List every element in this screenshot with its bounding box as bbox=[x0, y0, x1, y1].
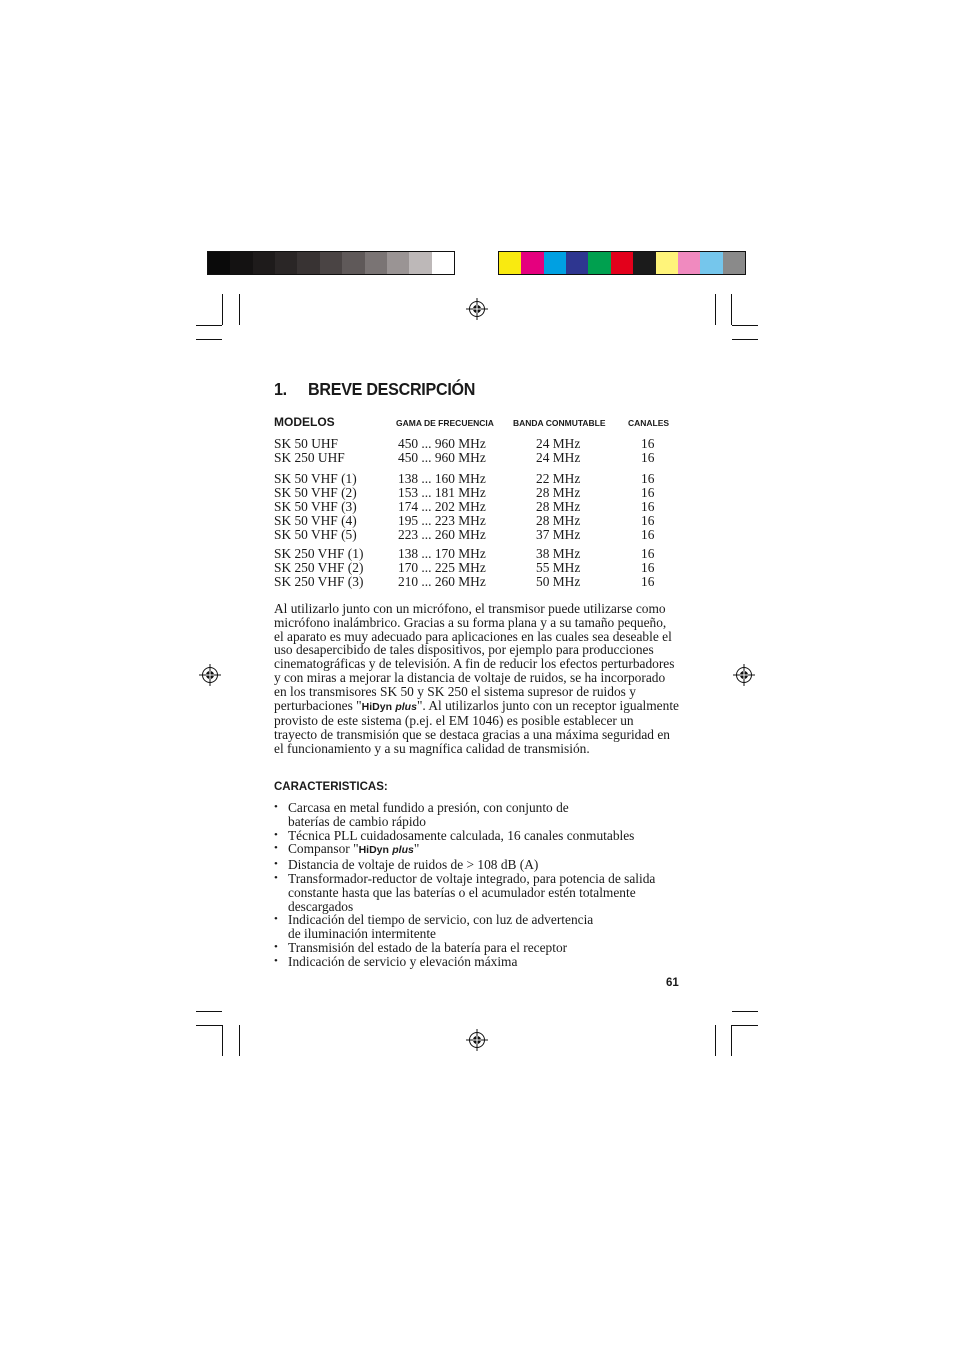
channels-cell: 16 bbox=[641, 560, 655, 575]
model-cell: SK 250 VHF (2) bbox=[274, 560, 364, 575]
crop-mark bbox=[196, 325, 222, 326]
list-item bbox=[274, 955, 694, 969]
list-item-line: • Distancia de voltaje de ruidos de > 108 dB (A) bbox=[288, 857, 539, 873]
channels-cell: 16 bbox=[641, 513, 655, 528]
model-cell: SK 50 UHF bbox=[274, 436, 338, 451]
models-column-header: MODELOS bbox=[274, 415, 335, 429]
list-item bbox=[274, 801, 694, 829]
compander-prefix: Compansor " bbox=[288, 841, 359, 857]
channels-cell: 16 bbox=[641, 527, 655, 542]
paragraph-line: y con miras a mejorar la distancia de voltaje de ruidos, se ha incorporado bbox=[274, 669, 666, 685]
color-swatch bbox=[499, 252, 521, 274]
crop-mark bbox=[732, 325, 758, 326]
frequency-cell: 138 ... 160 MHz bbox=[398, 471, 486, 486]
crop-mark bbox=[731, 294, 732, 325]
frequency-cell: 450 ... 960 MHz bbox=[398, 436, 486, 451]
channels-column-header: CANALES bbox=[628, 418, 670, 428]
list-item-line: descargados bbox=[288, 898, 354, 914]
paragraph-line: en los transmisores SK 50 y SK 250 el sistema supresor de ruidos y bbox=[274, 683, 636, 699]
band-column-header: BANDA CONMUTABLE bbox=[513, 418, 606, 428]
band-cell: 50 MHz bbox=[536, 574, 581, 589]
crop-mark bbox=[732, 1025, 758, 1026]
band-cell: 28 MHz bbox=[536, 485, 581, 500]
color-swatch bbox=[409, 252, 431, 274]
color-swatch bbox=[566, 252, 588, 274]
color-swatch bbox=[297, 252, 319, 274]
color-swatch bbox=[432, 252, 454, 274]
features-heading: CARACTERISTICAS: bbox=[274, 781, 388, 793]
list-item-line: • Transmisión del estado de la batería para el receptor bbox=[288, 939, 568, 955]
color-swatch bbox=[275, 252, 297, 274]
frequency-cell: 223 ... 260 MHz bbox=[398, 527, 486, 542]
frequency-cell: 210 ... 260 MHz bbox=[398, 574, 486, 589]
features-list bbox=[274, 801, 694, 969]
list-item bbox=[274, 913, 694, 941]
brand-hidyn: HiDyn bbox=[361, 700, 392, 713]
list-item bbox=[274, 872, 694, 913]
color-swatch bbox=[230, 252, 252, 274]
crop-mark bbox=[222, 294, 223, 325]
list-item-line: • Técnica PLL cuidadosamente calculada, 16 canales conmutables bbox=[288, 827, 635, 843]
list-item-line bbox=[288, 842, 694, 858]
color-swatch bbox=[588, 252, 610, 274]
frequency-cell: 170 ... 225 MHz bbox=[398, 560, 486, 575]
color-swatch bbox=[700, 252, 722, 274]
list-item-line: • Indicación del tiempo de servicio, con luz de advertencia bbox=[288, 912, 594, 928]
section-title bbox=[274, 379, 475, 400]
color-swatch bbox=[521, 252, 543, 274]
crop-mark bbox=[715, 1025, 716, 1056]
band-cell: 24 MHz bbox=[536, 436, 581, 451]
model-cell: SK 50 VHF (4) bbox=[274, 513, 357, 528]
model-cell: SK 250 VHF (1) bbox=[274, 546, 364, 561]
channels-cell: 16 bbox=[641, 485, 655, 500]
color-swatch bbox=[320, 252, 342, 274]
color-swatch bbox=[365, 252, 387, 274]
brand-hidyn: HiDyn bbox=[358, 844, 389, 857]
paragraph-line: el funcionamiento y a su magnífica calidad de transmisión. bbox=[274, 740, 590, 756]
band-cell: 38 MHz bbox=[536, 546, 581, 561]
model-cell: SK 50 VHF (2) bbox=[274, 485, 357, 500]
band-cell: 28 MHz bbox=[536, 499, 581, 514]
crop-mark bbox=[715, 294, 716, 325]
color-swatch bbox=[208, 252, 230, 274]
page-number: 61 bbox=[666, 977, 679, 989]
compander-suffix: " bbox=[413, 841, 420, 857]
color-swatch bbox=[342, 252, 364, 274]
crop-mark bbox=[731, 1025, 732, 1056]
channels-cell: 16 bbox=[641, 499, 655, 514]
frequency-column-header: GAMA DE FRECUENCIA bbox=[396, 418, 494, 428]
color-swatch bbox=[253, 252, 275, 274]
list-item bbox=[274, 842, 694, 858]
band-cell: 28 MHz bbox=[536, 513, 581, 528]
channels-cell: 16 bbox=[641, 546, 655, 561]
paragraph-line bbox=[274, 699, 684, 715]
frequency-cell: 174 ... 202 MHz bbox=[398, 499, 486, 514]
channels-cell: 16 bbox=[641, 471, 655, 486]
crop-mark bbox=[239, 294, 240, 325]
color-swatch bbox=[611, 252, 633, 274]
list-item bbox=[274, 858, 694, 872]
paragraph-line: uso desapercibido de tales dispositivos, por ejemplo para producciones bbox=[274, 642, 654, 658]
crop-mark bbox=[732, 1011, 758, 1012]
color-swatch bbox=[544, 252, 566, 274]
band-cell: 37 MHz bbox=[536, 527, 581, 542]
grayscale-color-bar bbox=[207, 251, 455, 275]
crop-mark bbox=[222, 1025, 223, 1056]
paragraph-line: el aparato es muy adecuado para aplicaciones en las cuales sea deseable el bbox=[274, 628, 672, 644]
model-cell: SK 50 VHF (3) bbox=[274, 499, 357, 514]
frequency-cell: 450 ... 960 MHz bbox=[398, 450, 486, 465]
crop-mark bbox=[196, 1025, 222, 1026]
brand-line-prefix: perturbaciones " bbox=[274, 697, 362, 713]
frequency-cell: 138 ... 170 MHz bbox=[398, 546, 486, 561]
paragraph-line: cinematográficas y de televisión. A fin de reducir los efectos perturbadores bbox=[274, 656, 675, 672]
list-item bbox=[274, 829, 694, 843]
list-item-line: • Carcasa en metal fundido a presión, con conjunto de bbox=[288, 800, 569, 815]
model-cell: SK 50 VHF (1) bbox=[274, 471, 357, 486]
frequency-cell: 153 ... 181 MHz bbox=[398, 485, 486, 500]
brand-plus: plus bbox=[392, 844, 414, 857]
color-swatch bbox=[723, 252, 745, 274]
crop-mark bbox=[732, 339, 758, 340]
model-cell: SK 250 VHF (3) bbox=[274, 574, 364, 589]
section-title-text: BREVE DESCRIPCIÓN bbox=[308, 379, 476, 399]
channels-cell: 16 bbox=[641, 436, 655, 451]
list-item bbox=[274, 941, 694, 955]
frequency-cell: 195 ... 223 MHz bbox=[398, 513, 486, 528]
band-cell: 55 MHz bbox=[536, 560, 581, 575]
channels-cell: 16 bbox=[641, 450, 655, 465]
list-item-line: • Transformador-reductor de voltaje integrado, para potencia de salida bbox=[288, 870, 656, 886]
list-item-line: de iluminación intermitente bbox=[288, 926, 436, 942]
model-cell: SK 250 UHF bbox=[274, 450, 345, 465]
color-swatch bbox=[387, 252, 409, 274]
channels-cell: 16 bbox=[641, 574, 655, 589]
section-number: 1. bbox=[274, 379, 287, 399]
process-color-bar bbox=[498, 251, 746, 275]
brand-plus: plus bbox=[395, 700, 417, 713]
paragraph-line: micrófono inalámbrico. Gracias a su forma plana y a su tamaño pequeño, bbox=[274, 614, 667, 630]
crop-mark bbox=[196, 339, 222, 340]
crop-mark bbox=[196, 1011, 222, 1012]
registration-mark-icon bbox=[733, 664, 755, 686]
description-paragraph bbox=[274, 602, 684, 756]
paragraph-line: trayecto de transmisión que se destaca gracias a una máxima seguridad en bbox=[274, 727, 670, 743]
model-cell: SK 50 VHF (5) bbox=[274, 527, 357, 542]
crop-mark bbox=[239, 1025, 240, 1056]
list-item-line: baterías de cambio rápido bbox=[288, 813, 426, 829]
band-cell: 24 MHz bbox=[536, 450, 581, 465]
registration-mark-icon bbox=[466, 1029, 488, 1051]
color-swatch bbox=[633, 252, 655, 274]
color-swatch bbox=[656, 252, 678, 274]
brand-line-suffix: ". Al utilizarlos junto con un receptor igualmente bbox=[416, 697, 679, 713]
paragraph-line: provisto de este sistema (p.ej. el EM 1046) es posible establecer un bbox=[274, 713, 634, 729]
list-item-line: • Indicación de servicio y elevación máxima bbox=[288, 953, 518, 969]
registration-mark-icon bbox=[466, 298, 488, 320]
color-swatch bbox=[678, 252, 700, 274]
registration-mark-icon bbox=[199, 664, 221, 686]
paragraph-line: Al utilizarlo junto con un micrófono, el transmisor puede utilizarse como bbox=[274, 601, 666, 616]
band-cell: 22 MHz bbox=[536, 471, 581, 486]
list-item-line: constante hasta que las baterías o el acumulador estén totalmente bbox=[288, 884, 636, 900]
